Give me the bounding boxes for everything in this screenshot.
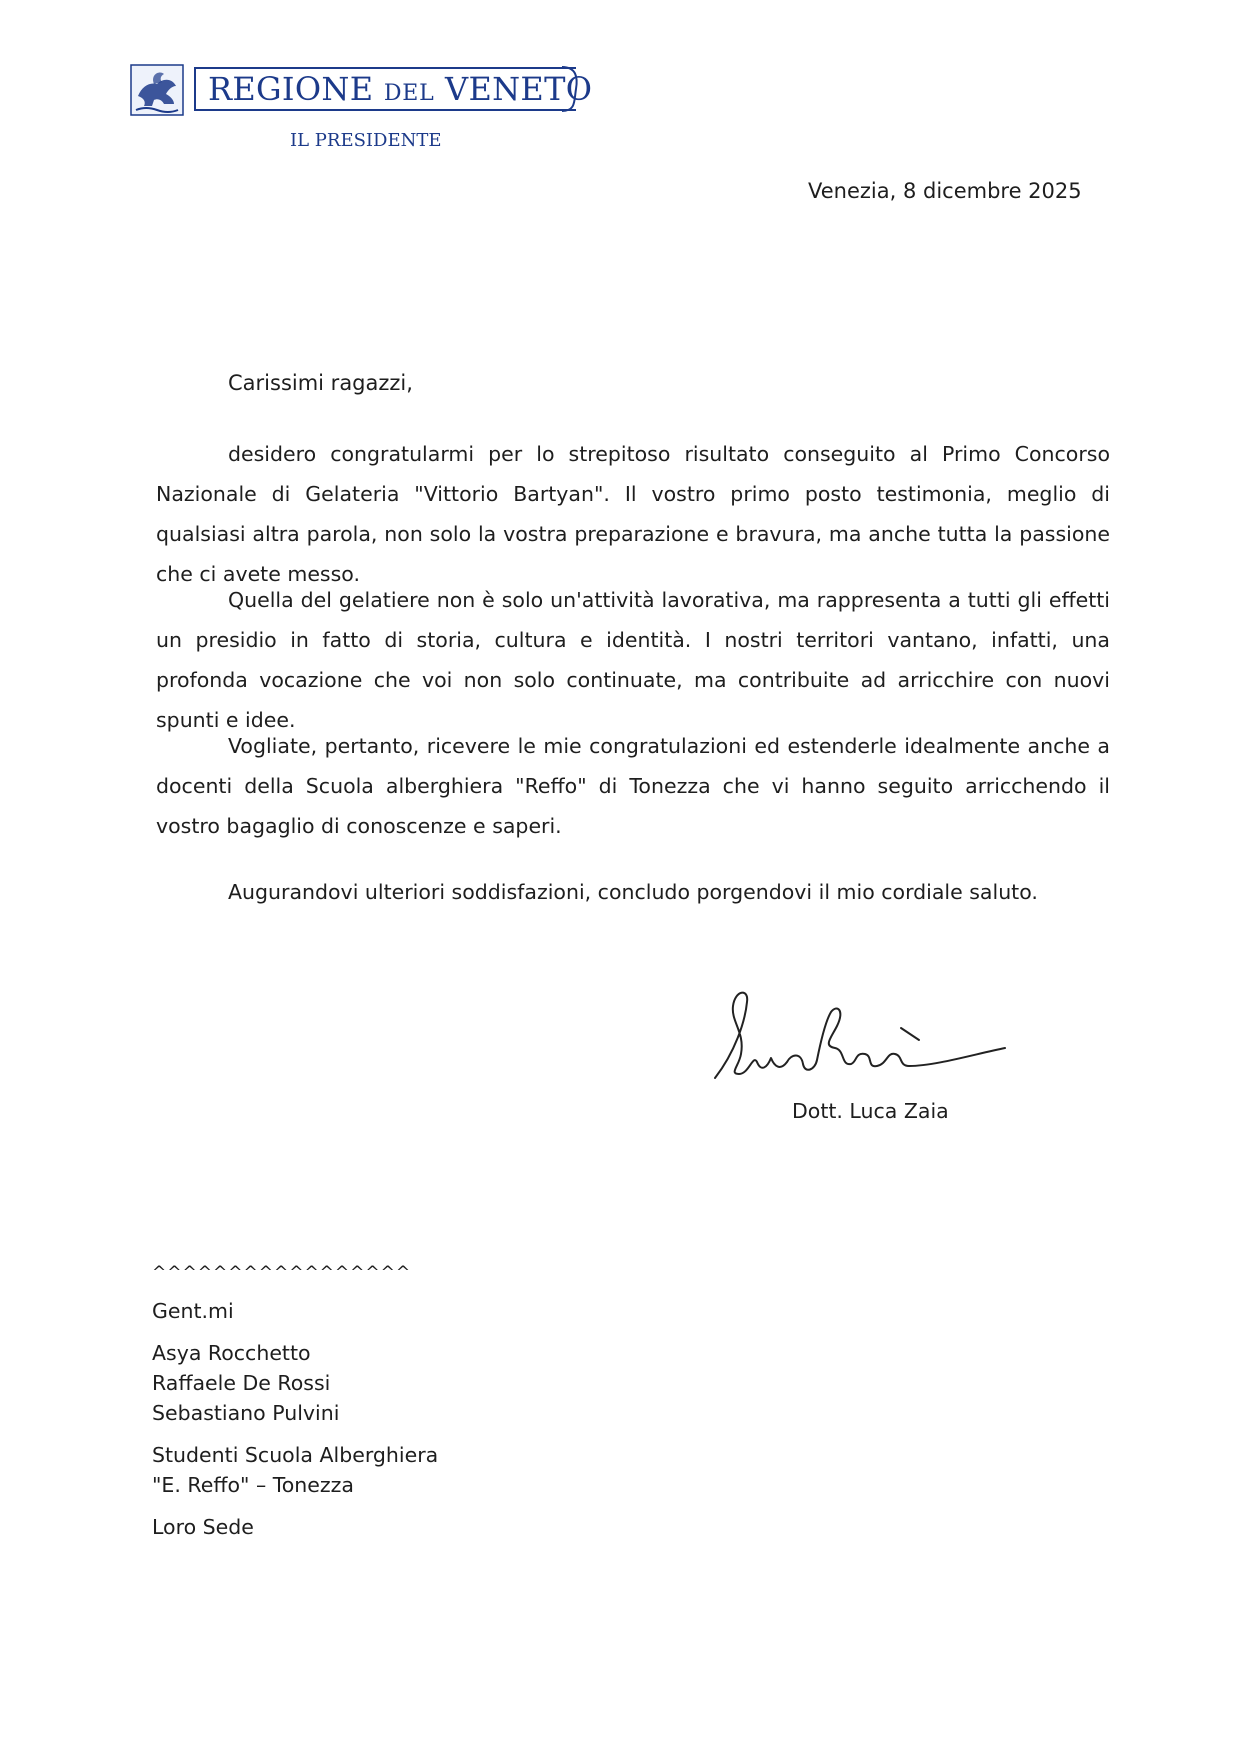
recipient-name: Asya Rocchetto	[152, 1341, 311, 1365]
body-paragraph-4: Augurandovi ulteriori soddisfazioni, concludo porgendovi il mio cordiale saluto.	[228, 880, 1038, 904]
body-paragraph-1: desidero congratularmi per lo strepitoso risultato conseguito al Primo Concorso Nazionale di Gelateria "Vittorio Bartyan". Il vostro primo posto testimonia, meglio di qualsiasi altra parola, non solo la vostra preparazione e bravura, ma anche tutta la passione che ci avete messo.	[156, 442, 1110, 586]
signer-name: Dott. Luca Zaia	[792, 1099, 949, 1123]
office-label: IL PRESIDENTE	[290, 130, 442, 151]
handwritten-signature	[705, 982, 1055, 1092]
lion-of-saint-mark-icon	[130, 64, 184, 116]
recipient-name: Sebastiano Pulvini	[152, 1401, 340, 1425]
separator-line: ^^^^^^^^^^^^^^^^^	[152, 1263, 412, 1283]
body-paragraph-3: Vogliate, pertanto, ricevere le mie congratulazioni ed estenderle idealmente anche a docenti della Scuola alberghiera "Reffo" di Tonezza che vi hanno seguito arricchendo il vostro bagaglio di conoscenze e saperi.	[156, 734, 1110, 838]
recipient-closing: Loro Sede	[152, 1515, 254, 1539]
logo-word-veneto: VENETO	[445, 70, 593, 108]
logo-word-regione: REGIONE	[208, 70, 374, 108]
logo-wordmark	[208, 69, 592, 114]
logo-word-del: DEL	[383, 81, 435, 106]
recipient-institution-name: "E. Reffo" – Tonezza	[152, 1473, 354, 1497]
letter-date: Venezia, 8 dicembre 2025	[808, 179, 1082, 203]
recipient-name: Raffaele De Rossi	[152, 1371, 331, 1395]
salutation: Carissimi ragazzi,	[228, 371, 413, 395]
recipient-institution: Studenti Scuola Alberghiera	[152, 1443, 439, 1467]
body-paragraph-2: Quella del gelatiere non è solo un'attività lavorativa, ma rappresenta a tutti gli effetti un presidio in fatto di storia, cultura e identità. I nostri territori vantano, infatti, una profonda vocazione che voi non solo continuate, ma contribuite ad arricchire con nuovi spunti e idee.	[156, 588, 1110, 732]
courtesy-title: Gent.mi	[152, 1299, 234, 1323]
